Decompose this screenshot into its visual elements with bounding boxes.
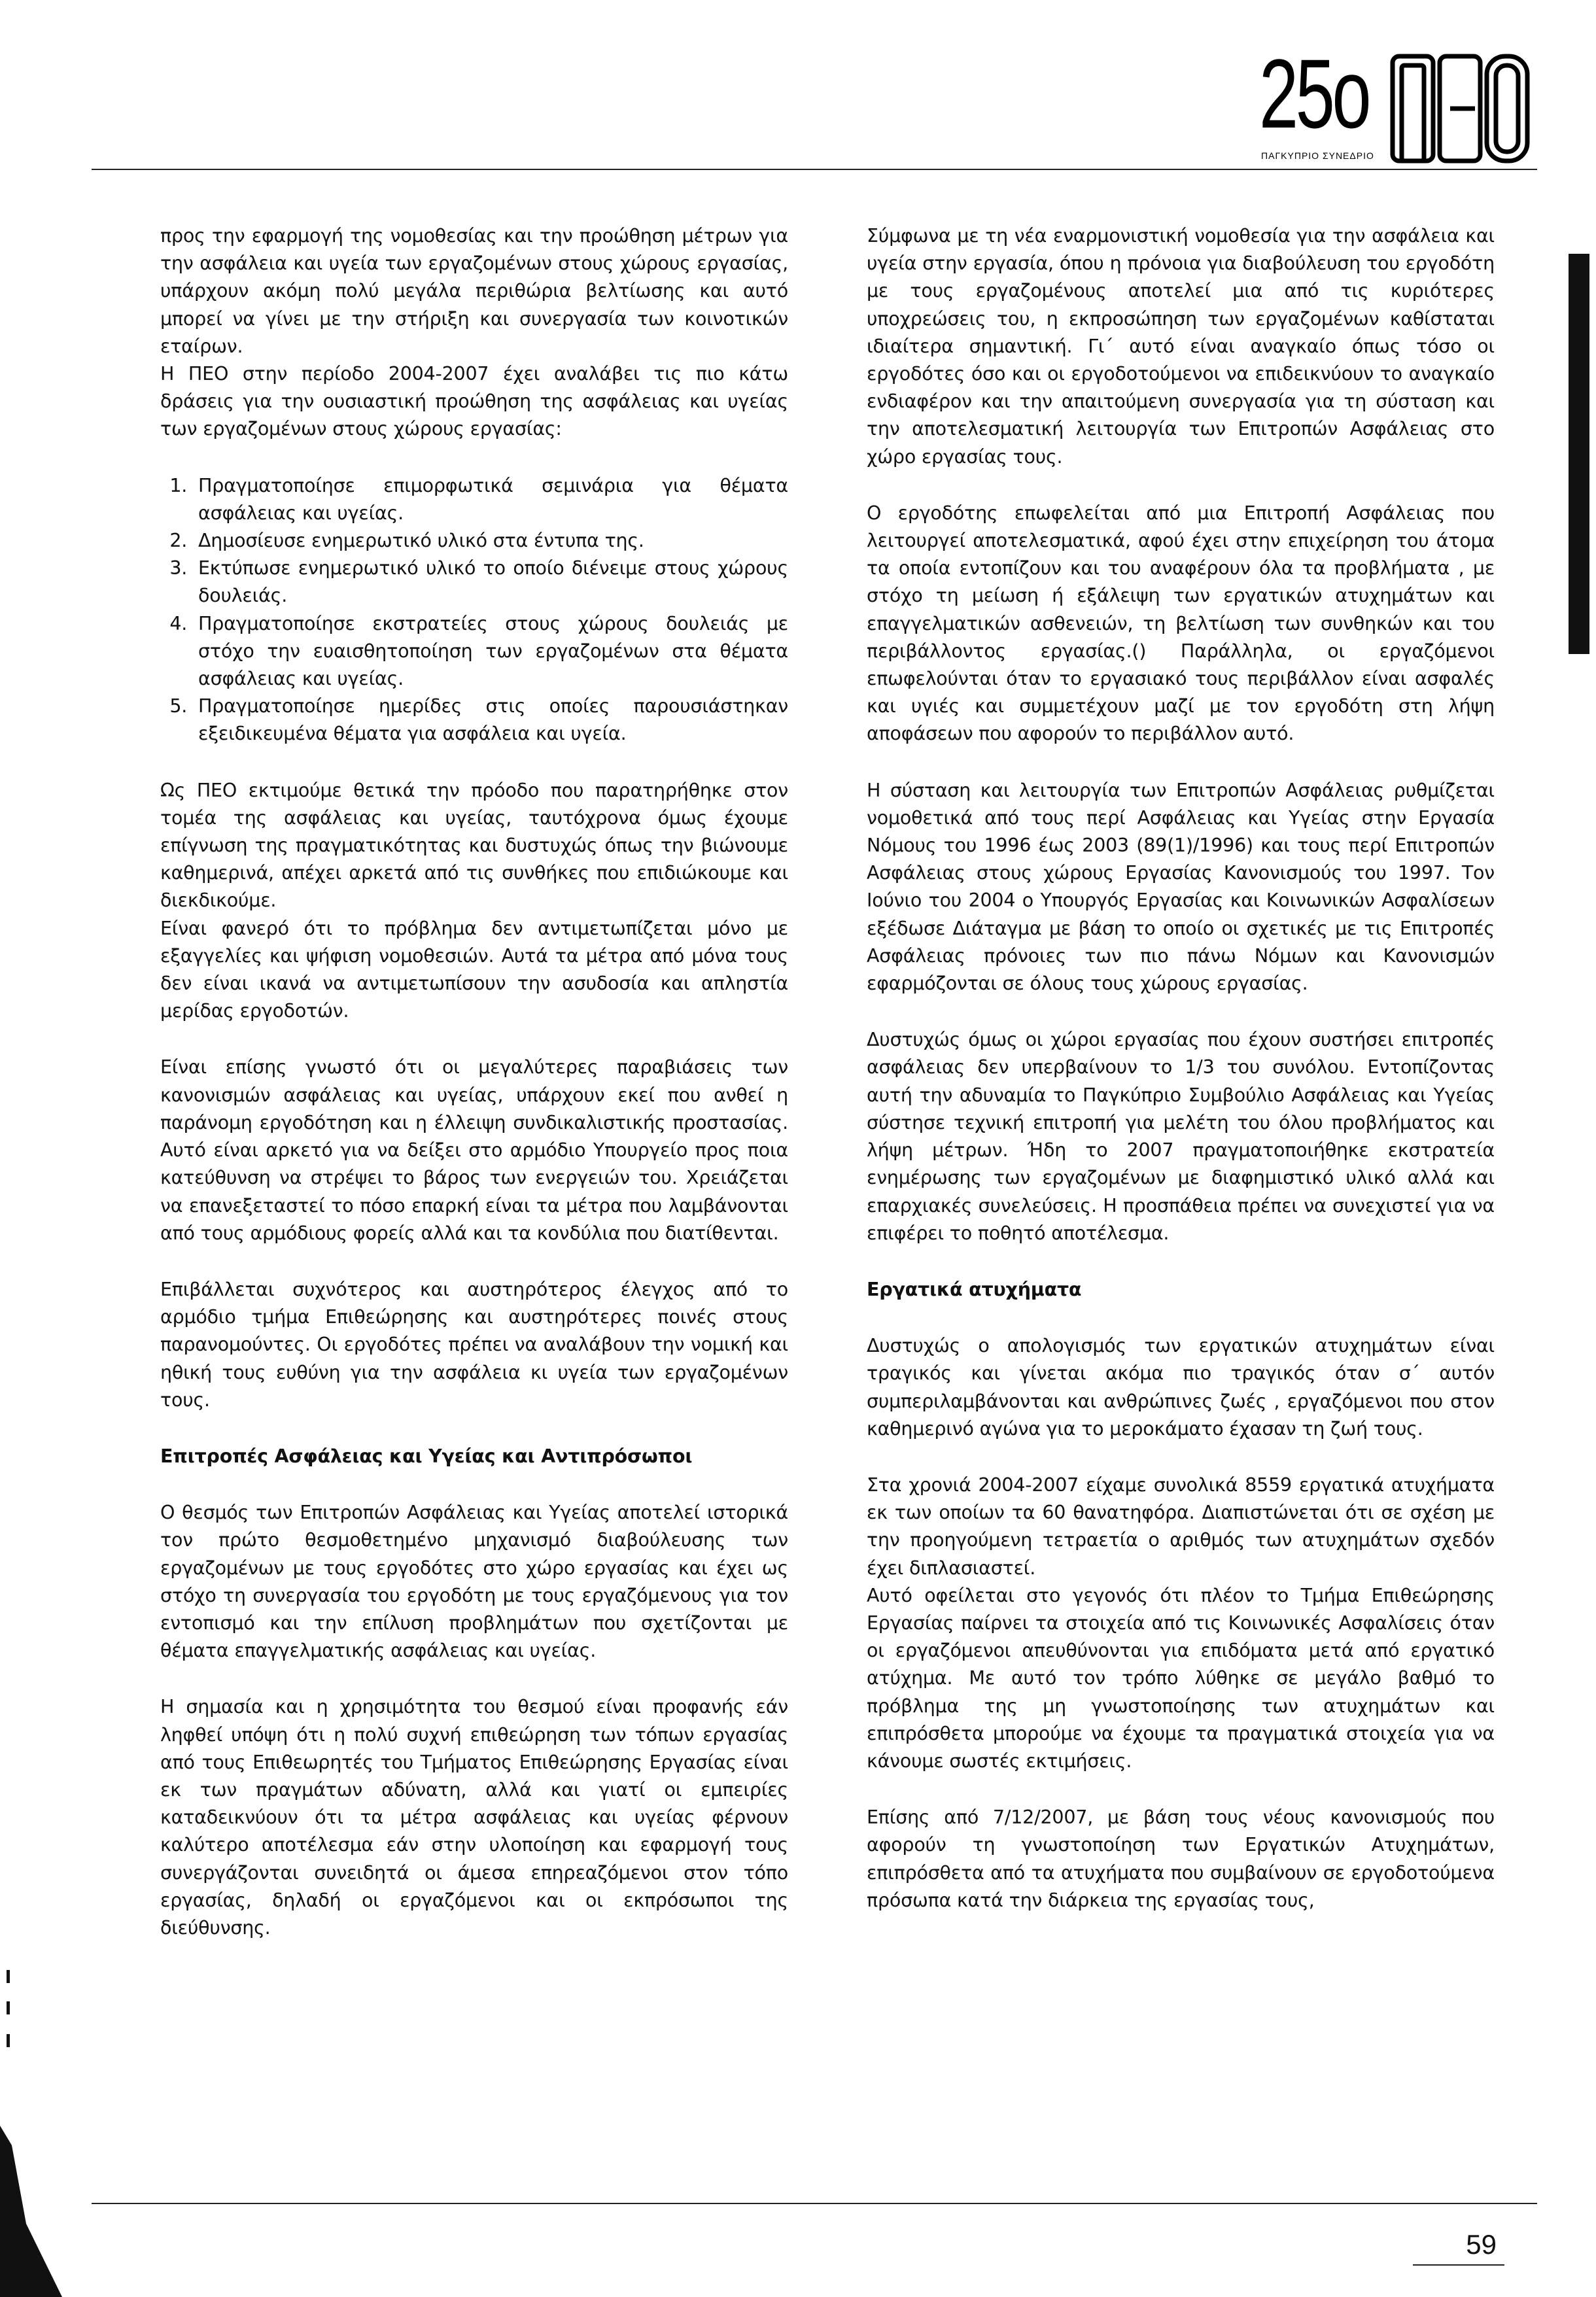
scan-corner-shadow (0, 2126, 78, 2297)
scan-mark (7, 2034, 10, 2047)
logo-subtitle: ΠΑΓΚΥΠΡΙΟ ΣΥΝΕΔΡΙΟ (1261, 150, 1374, 161)
institution-paragraph: Ο θεσμός των Επιτροπών Ασφάλειας και Υγείας αποτελεί ιστορικά τον πρώτο θεσμοθετημένο μηχανισμό διαβούλευσης των εργαζομένων με τους εργοδότες στο χώρο εργασίας και έχει ως στόχο τη συνεργασία του εργοδότη με τους εργαζόμενους για τον εντοπισμό και την επίλυση προβλημάτων που σχετίζονται με θέματα επαγγελματικής ασφάλειας και υγείας. (160, 1502, 788, 1662)
list-item: 1. Πραγματοποίησε επιμορφωτικά σεμινάρια για θέματα ασφάλειας και υγείας. (193, 472, 788, 527)
right-column (867, 222, 1495, 1943)
benefit-paragraph: Ο εργοδότης επωφελείται από μια Επιτροπή Ασφάλειας που λειτουργεί αποτελεσματικά, αφού έχει στην επιχείρηση του άτομα τα οποία εντοπίζουν και του αναφέρουν όλα τα προβλήματα , με στόχο τη μείωση ή εξάλειψη των εργατικών ατυχημάτων και επαγγελματικών ασθενειών, τη βελτίωση των συνθηκών και του περιβάλλοντος εργασίας.() Παράλληλα, οι εργαζόμενοι επωφελούνται όταν το εργασιακό τους περιβάλλον είναι ασφαλές και υγιές και συμμετέχουν μαζί με τον εργοδότη στη λήψη αποφάσεων που αφορούν το περιβάλλον αυτό. (867, 502, 1495, 745)
footer-rule (92, 2203, 1537, 2204)
law-paragraph: Σύμφωνα με τη νέα εναρμονιστική νομοθεσία για την ασφάλεια και υγεία στην εργασία, όπου η πρόνοια για διαβούλευση του εργοδότη με τους εργαζομένους αποτελεί μια από τις κυριότερες υποχρεώσεις του, η εκπροσώπηση των εργαζομένων καθίσταται ιδιαίτερα σημαντική. Γι΄ αυτό είναι αναγκαίο όπως τόσο οι εργοδότες όσο και οι εργοδοτούμενοι να επιδεικνύουν το αναγκαίο ενδιαφέρον και την απαιτούμενη συνεργασία για τη σύσταση και την αποτελεσματική λειτουργία των Επιτροπών Ασφάλειας στο χώρο εργασίας τους. (867, 225, 1495, 468)
logo-number: 25ο (1259, 39, 1369, 148)
intro-actions-paragraph: Η ΠΕΟ στην περίοδο 2004-2007 έχει αναλάβει τις πιο κάτω δράσεις για την ουσιαστική προώθηση της ασφάλειας και υγείας των εργαζομένων στους χώρους εργασίας: (160, 363, 788, 440)
actions-list (160, 472, 788, 748)
left-column (160, 222, 788, 1971)
header-rule (92, 169, 1537, 170)
reason-paragraph: Αυτό οφείλεται στο γεγονός ότι πλέον το Τμήμα Επιθεώρησης Εργασίας παίρνει τα στοιχεία από τις Κοινωνικές Ασφαλίσεις όταν οι εργαζόμενοι απευθύνονται για επιδόματα μετά από εργατικό ατύχημα. Με αυτό τον τρόπο λύθηκε σε μεγάλο βαθμό το πρόβλημα της μη γνωστοποίησης των ατυχημάτων και επιπρόσθετα μπορούμε να έχουμε τα πραγματικά στοιχεία για να κάνουμε σωστές εκτιμήσεις. (867, 1584, 1495, 1772)
intro-paragraph: προς την εφαρμογή της νομοθεσίας και την προώθηση μέτρων για την ασφάλεια και υγεία των εργαζομένων στους χώρους εργασίας, υπάρχουν ακόμη πολύ μεγάλα περιθώρια βελτίωσης και αυτό μπορεί να γίνει με την στήριξη και συνεργασία των κοινοτικών εταίρων. (160, 225, 788, 357)
peo-letters-logo (1390, 54, 1531, 164)
scan-mark (7, 1970, 10, 1983)
problem-paragraph: Είναι φανερό ότι το πρόβλημα δεν αντιμετωπίζεται μόνο με εξαγγελίες και ψήφιση νομοθεσιών. Αυτά τα μέτρα από μόνα τους δεν είναι ικανά να αντιμετωπίσουν την ασυδοσία και απληστία μερίδας εργοδοτών. (160, 917, 788, 1022)
page-number-rule (1413, 2264, 1504, 2266)
page-number: 59 (1466, 2229, 1497, 2260)
list-item: 3. Εκτύπωσε ενημερωτικό υλικό το οποίο διένειμε στους χώρους δουλειάς. (193, 555, 788, 610)
list-item: 5. Πραγματοποίησε ημερίδες στις οποίες παρουσιάστηκαν εξειδικευμένα θέματα για ασφάλεια και υγεία. (193, 693, 788, 748)
progress-paragraph: Ως ΠΕΟ εκτιμούμε θετικά την πρόοδο που παρατηρήθηκε στον τομέα της ασφάλειας και υγείας, ταυτόχρονα όμως έχουμε επίγνωση της πραγματικότητας και δυστυχώς όπως την βιώνουμε καθημερινά, απέχει αρκετά από τις συνθήκες που επιδιώκουμε και διεκδικούμε. (160, 779, 788, 912)
edge-marker-bar (1569, 254, 1589, 654)
committees-heading: Επιτροπές Ασφάλειας και Υγείας και Αντιπρόσωποι (160, 1445, 693, 1467)
regulation-paragraph: Η σύσταση και λειτουργία των Επιτροπών Ασφάλειας ρυθμίζεται νομοθετικά από τους περί Ασφάλειας και Υγείας στην Εργασία Νόμους του 1996 έως 2003 (89(1)/1996) και τους περί Επιτροπών Ασφάλειας στους χώρους Εργασίας Κανονισμούς του 1997. Τον Ιούνιο του 2004 ο Υπουργός Εργασίας και Κοινωνικών Ασφαλίσεων εξέδωσε Διάταγμα με βάση το οποίο οι σχετικές με τις Επιτροπές Ασφάλειας πρόνοιες των πιο πάνω Νόμων και Κανονισμών εφαρμόζονται σε όλους τους χώρους εργασίας. (867, 779, 1495, 995)
list-item: 2. Δημοσίευσε ενημερωτικό υλικό στα έντυπα της. (193, 527, 788, 555)
violations-paragraph: Είναι επίσης γνωστό ότι οι μεγαλύτερες παραβιάσεις των κανονισμών ασφάλειας και υγείας, υπάρχουν εκεί που ανθεί η παράνομη εργοδότηση και η έλλειψη συνδικαλιστικής προστασίας. Αυτό είναι αρκετό για να δείξει στο αρμόδιο Υπουργείο προς ποια κατεύθυνση να στρέψει το βάρος των ενεργειών του. Χρειάζεται να επανεξεταστεί το πόσο επαρκή είναι τα μέτρα που λαμβάνονται από τους αρμόδιους φορείς αλλά και τα κονδύλια που διατίθενται. (160, 1056, 788, 1244)
toll-paragraph: Δυστυχώς ο απολογισμός των εργατικών ατυχημάτων είναι τραγικός και γίνεται ακόμα πιο τραγικός όταν σ΄ αυτόν συμπεριλαμβάνονται και ανθρώπινες ζωές , εργαζόμενοι που στον καθημερινό αγώνα για το μεροκάματο έχασαν τη ζωή τους. (867, 1335, 1495, 1440)
third-paragraph: Δυστυχώς όμως οι χώροι εργασίας που έχουν συστήσει επιτροπές ασφάλειας δεν υπερβαίνουν το 1/3 του συνόλου. Εντοπίζοντας αυτή την αδυναμία το Παγκύπριο Συμβούλιο Ασφάλειας και Υγείας σύστησε τεχνική επιτροπή για μελέτη του όλου προβλήματος και λήψη μέτρων. Ήδη το 2007 πραγματοποιήθηκε εκστρατεία ενημέρωσης των εργαζομένων με διαφημιστικό υλικό αλλά και επαρχιακές συνελεύσεις. Η προσπάθεια πρέπει να συνεχιστεί για να επιφέρει το ποθητό αποτέλεσμα. (867, 1029, 1495, 1244)
scan-mark (7, 2001, 10, 2014)
congress-logo (1259, 26, 1540, 164)
list-item: 4. Πραγματοποίησε εκστρατείες στους χώρους δουλειάς με στόχο την ευαισθητοποίηση των εργαζομένων στα θέματα ασφάλειας και υγείας. (193, 610, 788, 693)
importance-paragraph: Η σημασία και η χρησιμότητα του θεσμού είναι προφανής εάν ληφθεί υπόψη ότι η πολύ συχνή επιθεώρηση των τόπων εργασίας από τους Επιθεωρητές του Τμήματος Επιθεώρησης Εργασίας είναι εκ των πραγμάτων αδύνατη, αλλά και γιατί οι εμπειρίες καταδεικνύουν ότι τα μέτρα ασφάλειας και υγείας φέρνουν καλύτερο αποτέλεσμα εάν στην υλοποίηση και εφαρμογή τους συνεργάζονται συνειδητά οι άμεσα επηρεαζόμενοι στον τόπο εργασίας, δηλαδή οι εργαζόμενοι και οι εκπρόσωποι της διεύθυνσης. (160, 1696, 788, 1939)
control-paragraph: Επιβάλλεται συχνότερος και αυστηρότερος έλεγχος από το αρμόδιο τμήμα Επιθεώρησης και αυστηρότερες ποινές στους παρανομούντες. Οι εργοδότες πρέπει να αναλάβουν την νομική και ηθική τους ευθύνη για την ασφάλεια κι υγεία των εργαζομένων τους. (160, 1278, 788, 1411)
accidents-heading: Εργατικά ατυχήματα (867, 1278, 1082, 1300)
years-paragraph: Στα χρονιά 2004-2007 είχαμε συνολικά 8559 εργατικά ατυχήματα εκ των οποίων τα 60 θανατηφόρα. Διαπιστώνεται ότι σε σχέση με την προηγούμενη τετραετία ο αριθμός των ατυχημάτων σχεδόν έχει διπλασιαστεί. (867, 1474, 1495, 1579)
dec2007-paragraph: Επίσης από 7/12/2007, με βάση τους νέους κανονισμούς που αφορούν τη γνωστοποίηση των Εργατικών Ατυχημάτων, επιπρόσθετα από τα ατυχήματα που συμβαίνουν σε εργοδοτούμενα πρόσωπα κατά την διάρκεια της εργασίας τους, (867, 1806, 1495, 1911)
